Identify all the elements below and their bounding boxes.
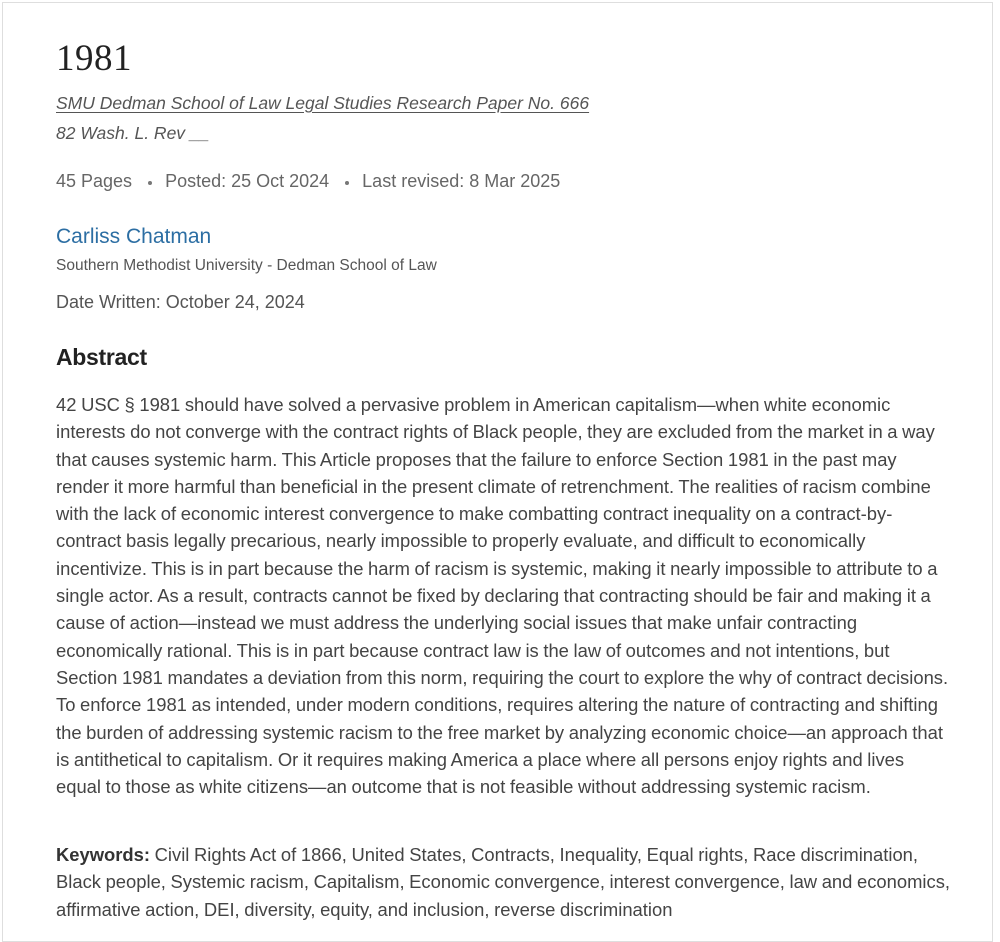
last-revised-date: Last revised: 8 Mar 2025	[362, 171, 561, 191]
separator-dot-icon	[148, 181, 152, 185]
abstract-heading: Abstract	[56, 344, 147, 370]
journal-citation: 82 Wash. L. Rev __	[56, 123, 210, 143]
page-count: 45 Pages	[56, 171, 133, 191]
paper-title: 1981	[56, 38, 132, 79]
paper-meta	[56, 171, 560, 192]
paper-card	[2, 2, 993, 942]
keywords-label: Keywords:	[56, 844, 151, 865]
separator-dot-icon	[345, 181, 349, 185]
date-written: Date Written: October 24, 2024	[56, 292, 305, 312]
keywords-list: Civil Rights Act of 1866, United States, Contracts, Inequality, Equal rights, Race discrimination, Black people, Systemic racism, Capitalism, Economic convergence, interest convergence, law and economics, affirmative action, DEI, diversity, equity, and inclusion, reverse discrimination	[56, 844, 950, 920]
keywords-section	[56, 841, 951, 923]
series-link[interactable]: SMU Dedman School of Law Legal Studies Research Paper No. 666	[56, 93, 590, 113]
author-affiliation: Southern Methodist University - Dedman School of Law	[56, 257, 437, 274]
posted-date: Posted: 25 Oct 2024	[165, 171, 330, 191]
abstract-text: 42 USC § 1981 should have solved a pervasive problem in American capitalism—when white economic interests do not converge with the contract rights of Black people, they are excluded from the market in a way that causes systemic harm. This Article proposes that the failure to enforce Section 1981 in the past may render it more harmful than beneficial in the present climate of retrenchment. The realities of racism combine with the lack of economic interest convergence to make combatting contract inequality on a contract-by-contract basis legally precarious, nearly impossible to properly evaluate, and difficult to economically incentivize. This is in part because the harm of racism is systemic, making it nearly impossible to attribute to a single actor. As a result, contracts cannot be fixed by declaring that contracting should be fair and making it a cause of action—instead we must address the underlying social issues that make unfair contracting economically rational. This is in part because contract law is the law of outcomes and not intentions, but Section 1981 mandates a deviation from this norm, requiring the court to explore the why of contract decisions. To enforce 1981 as intended, under modern conditions, requires altering the nature of contracting and shifting the burden of addressing systemic racism to the free market by analyzing economic choice—an approach that is antithetical to capitalism. Or it requires making America a place where all persons enjoy rights and lives equal to those as white citizens—an outcome that is not feasible without addressing systemic racism.	[56, 394, 949, 798]
author-link[interactable]: Carliss Chatman	[56, 225, 212, 248]
